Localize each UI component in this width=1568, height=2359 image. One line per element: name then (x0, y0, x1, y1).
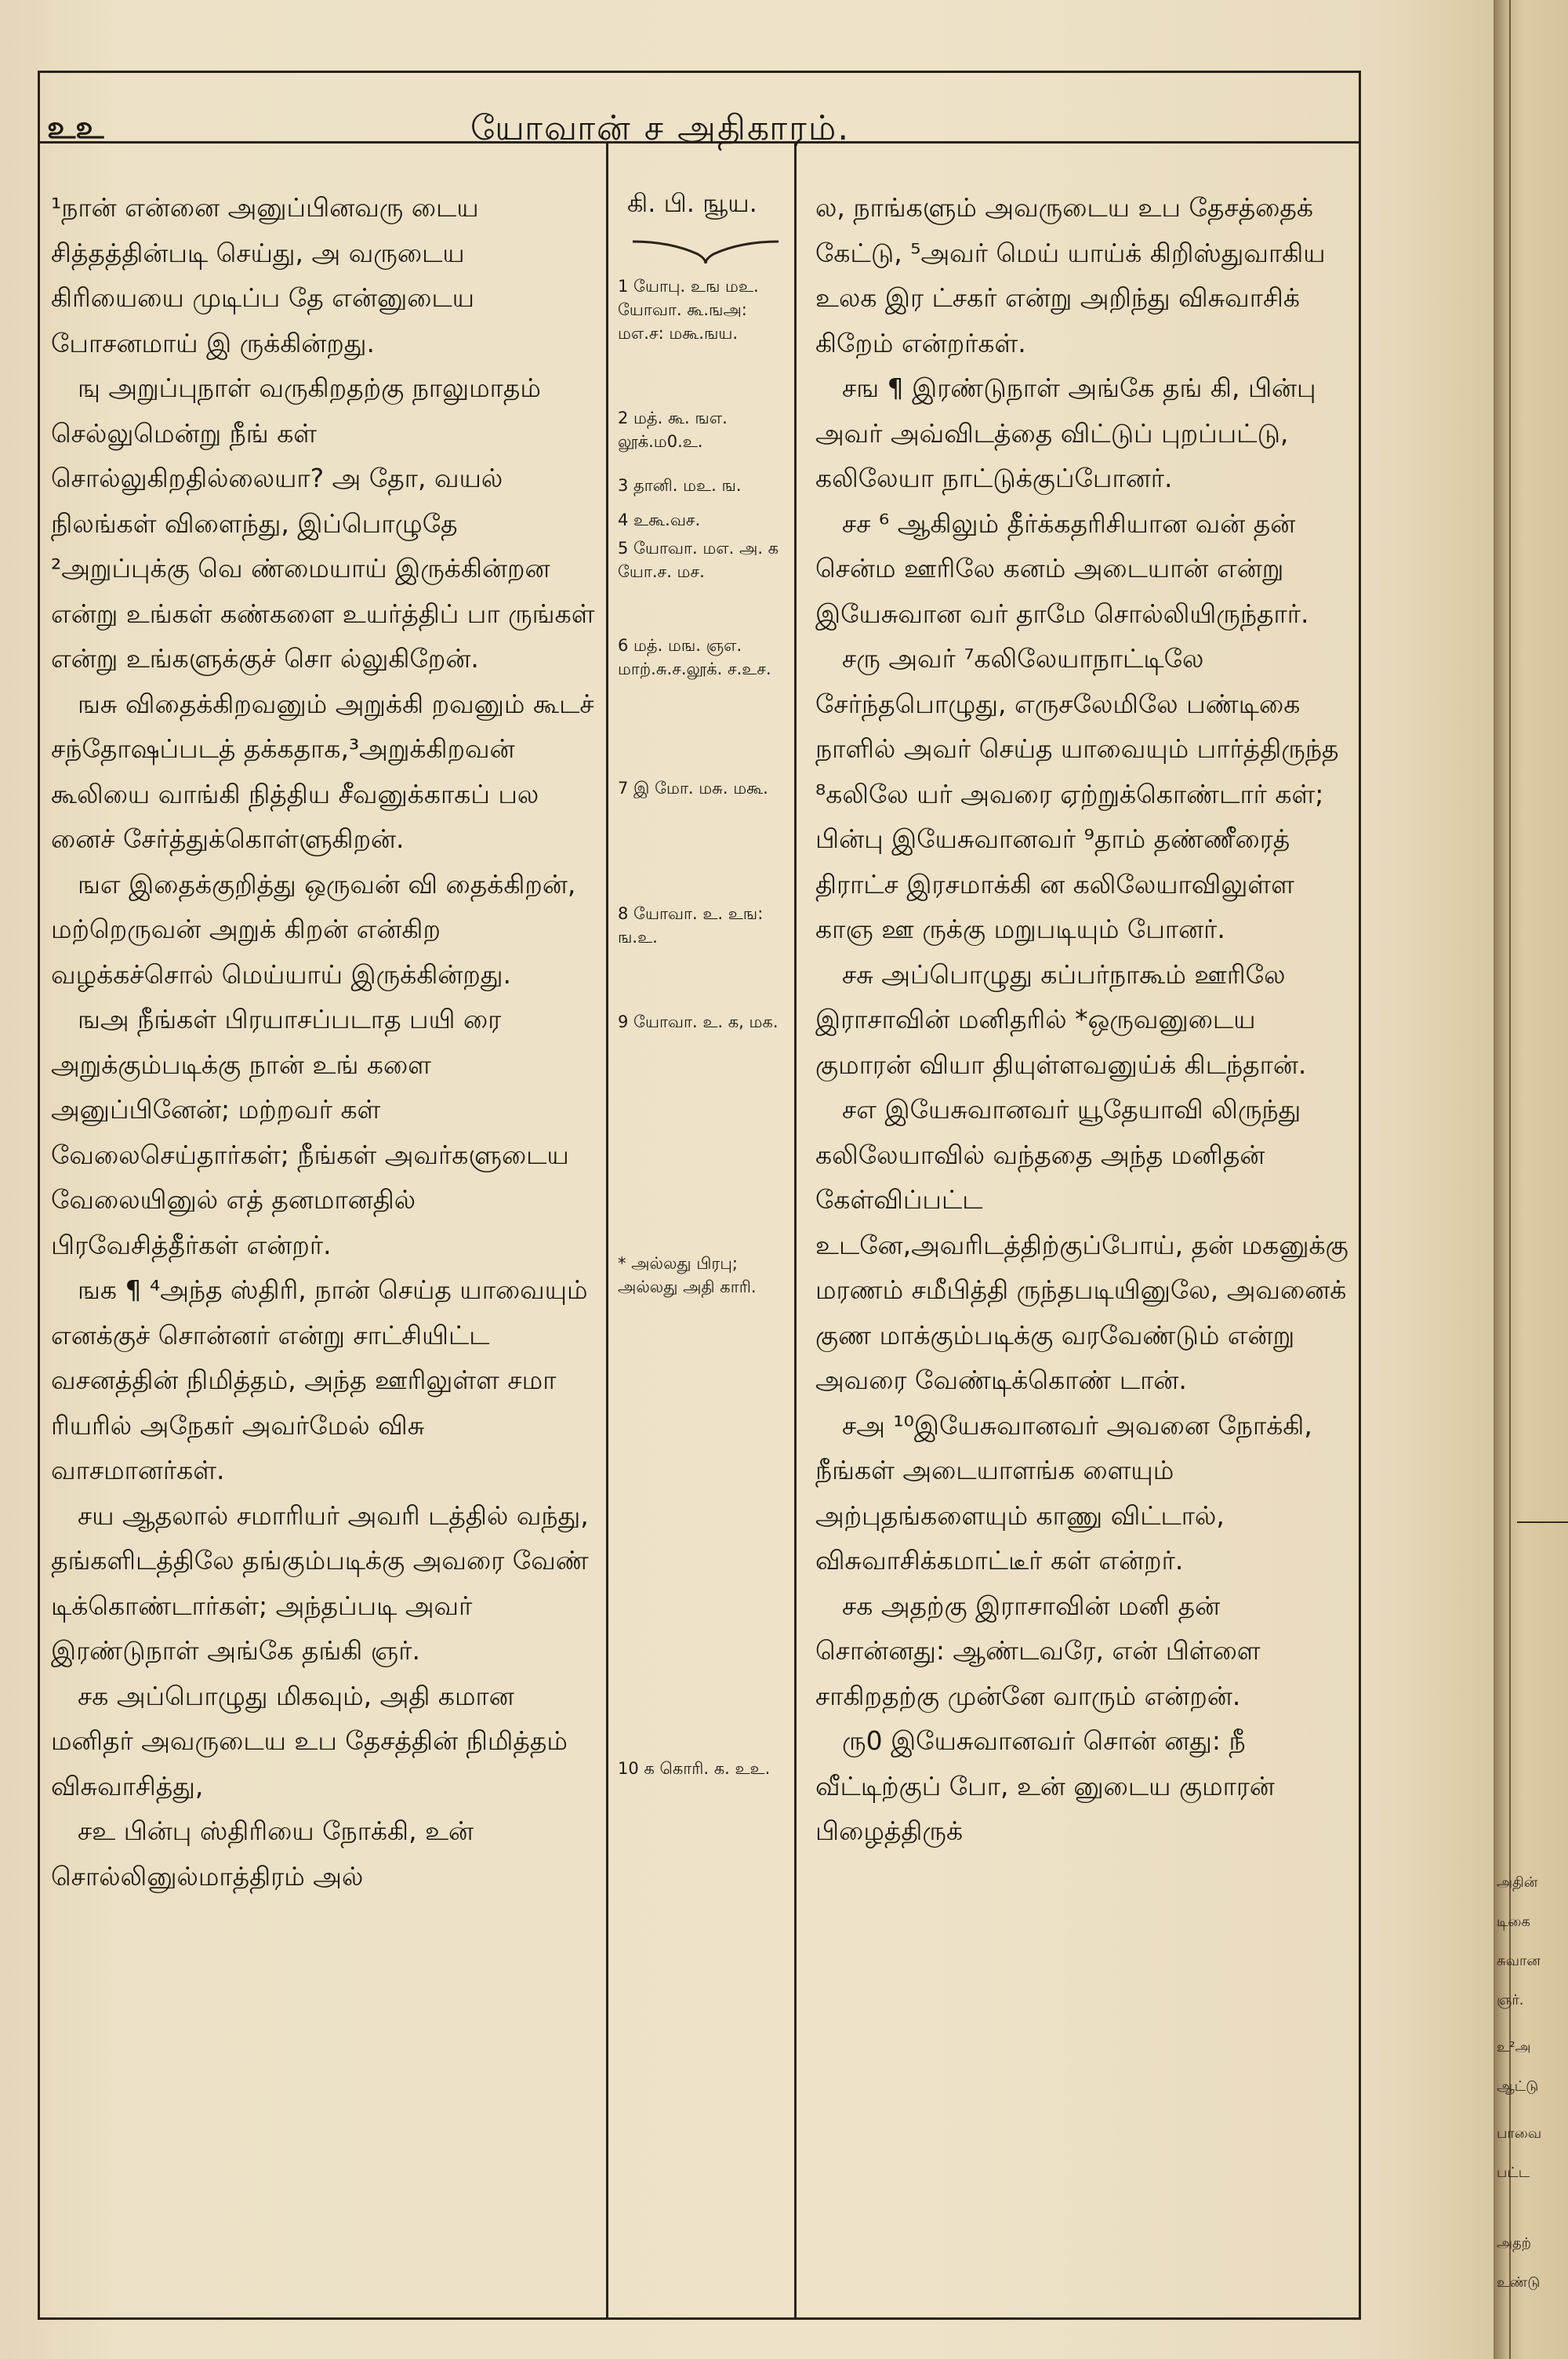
adjacent-page-text: அதின் (1497, 1874, 1538, 1891)
verse-paragraph: சக அப்பொழுது மிகவும், அதி கமான மனிதர் அவருடைய உப தேசத்தின் நிமித்தம் விசுவாசித்து, (51, 1680, 568, 1801)
verse-paragraph: சஅ ¹⁰இயேசுவானவர் அவனை நோக்கி, நீங்கள் அடையாளங்க ளையும் அற்புதங்களையும் காணு விட்டால், விசுவாசிக்கமாட்டீர் கள் என்றர். (815, 1409, 1312, 1576)
left-text-column (51, 185, 596, 1899)
adjacent-page-text: சுவான (1497, 1953, 1541, 1969)
adjacent-page-text: உ²அ (1497, 2039, 1531, 2055)
verse-paragraph: சஎ இயேசுவானவர் யூதேயாவி லிருந்து கலிலேயாவில் வந்ததை அந்த மனிதன் கேள்விப்பட்ட உடனே,அவரிடத்திற்குப்போய், தன் மகனுக்கு மரணம் சமீபித்தி ருந்தபடியினுலே, அவனைக் குண மாக்கும்படிக்கு வரவேண்டும் என்று அவரை வேண்டிக்கொண் டான். (815, 1094, 1348, 1395)
verse-paragraph: ஙக ¶ ⁴அந்த ஸ்திரி, நான் செய்த யாவையும் எனக்குச் சொன்னர் என்று சாட்சியிட்ட வசனத்தின் நிமித்தம், அந்த ஊரிலுள்ள சமா ரியரில் அநேகர் அவர்மேல் விசு வாசமானர்கள். (51, 1274, 588, 1485)
cross-reference: 2 மத். கூ. ஙஎ. லூக்.ம0.உ. (618, 409, 728, 451)
brace-ornament (631, 235, 780, 267)
adjacent-page-text: பட்ட (1497, 2165, 1530, 2181)
verse-paragraph: சக அதற்கு இராசாவின் மனி தன் சொன்னது: ஆண்டவரே, என் பிள்ளை சாகிறதற்கு முன்னே வாரும் என்றன். (815, 1590, 1261, 1711)
adjacent-page-text: ஞர். (1497, 1992, 1524, 2008)
cross-reference: 9 யோவா. உ. க, மக. (618, 1012, 779, 1031)
cross-reference: 4 உகூ.வச. (618, 511, 701, 529)
verse-paragraph: சஉ பின்பு ஸ்திரியை நோக்கி, உன் சொல்லினுல்மாத்திரம் அல் (51, 1816, 474, 1892)
adjacent-page-text: உண்டு (1497, 2274, 1541, 2291)
chapter-title: யோவான் ச அதிகாரம். (470, 108, 851, 148)
verse-paragraph: ஙசு விதைக்கிறவனும் அறுக்கி றவனும் கூடச் சந்தோஷப்படத் தக்கதாக,³அறுக்கிறவன் கூலியை வாங்கி நித்திய சீவனுக்காகப் பல னைச் சேர்த்துக்கொள்ளுகிறன். (51, 688, 594, 854)
verse-paragraph: சரு அவர் ⁷கலிலேயாநாட்டிலே சேர்ந்தபொழுது, எருசலேமிலே பண்டிகை நாளில் அவர் செய்த யாவையும் பார்த்திருந்த ⁸கலிலே யர் அவரை ஏற்றுக்கொண்டார் கள்; பின்பு இயேசுவானவர் ⁹தாம் தண்ணீரைத் திராட்ச இரசமாக்கி ன கலிலேயாவிலுள்ள காஞ ஊ ருக்கு மறுபடியும் போனர். (815, 643, 1339, 944)
cross-reference: 3 தானி. மஉ. ங. (618, 476, 742, 495)
cross-reference: 1 யோபு. உங மஉ. யோவா. கூ.ஙஅ: மஎ.ச: மகூ.ஙய. (618, 277, 759, 343)
cross-reference: 6 மத். மங. ஞஎ. மாற்.சு.ச.லூக். ச.உச. (618, 636, 771, 678)
right-text-column (815, 185, 1352, 1854)
verse-paragraph: ¹நான் என்னை அனுப்பினவரு டைய சித்தத்தின்படி செய்து, அ வருடைய கிரியையை முடிப்ப தே என்னுடைய போசனமாய் இ ருக்கின்றது. (51, 192, 479, 358)
cross-reference: 7 இ மோ. மசு. மகூ. (618, 779, 768, 798)
reference-column-heading: கி. பி. ஙூய. (627, 188, 757, 218)
cross-reference: 10 க கொரி. க. உஉ. (618, 1759, 771, 1778)
verse-paragraph: சங ¶ இரண்டுநாள் அங்கே தங் கி, பின்பு அவர் அவ்விடத்தை விட்டுப் புறப்பட்டு, கலிலேயா நாட்டுக்குப்போனர். (815, 373, 1316, 493)
adjacent-page-edge (1494, 0, 1568, 2359)
verse-paragraph: ல, நாங்களும் அவருடைய உப தேசத்தைக் கேட்டு, ⁵அவர் மெய் யாய்க் கிறிஸ்துவாகிய உலக இர ட்சகர் என்று அறிந்து விசுவாசிக் கிறேம் என்றர்கள். (815, 192, 1326, 358)
verse-paragraph: ஙஎ இதைக்குறித்து ஒருவன் வி தைக்கிறன், மற்றெருவன் அறுக் கிறன் என்கிற வழக்கச்சொல் மெய்யாய் இருக்கின்றது. (51, 868, 576, 990)
adjacent-page-text: ஆட்டு (1497, 2078, 1539, 2095)
page-number: உஉ (47, 110, 104, 146)
adjacent-page-text: டிகை (1497, 1914, 1530, 1930)
verse-paragraph: ஙு அறுப்புநாள் வருகிறதற்கு நாலுமாதம் செல்லுமென்று நீங் கள் சொல்லுகிறதில்லையா? அ தோ, வயல் நிலங்கள் விளைந்து, இப்பொழுதே ²அறுப்புக்கு வெ ண்மையாய் இருக்கின்றன என்று உங்கள் கண்களை உயர்த்திப் பா ருங்கள் என்று உங்களுக்குச் சொ ல்லுகிறேன். (51, 373, 595, 674)
adjacent-page-text: அதற் (1497, 2235, 1531, 2252)
cross-reference: 8 யோவா. உ. உங: ங.உ. (618, 904, 764, 947)
adjacent-page-text: பாவை (1497, 2125, 1542, 2142)
verse-paragraph: ரு0 இயேசுவானவர் சொன் னது: நீ வீட்டிற்குப் போ, உன் னுடைய குமாரன் பிழைத்திருக் (815, 1725, 1275, 1846)
verse-paragraph: ஙஅ நீங்கள் பிரயாசப்படாத பயி ரை அறுக்கும்படிக்கு நான் உங் களை அனுப்பினேன்; மற்றவர் கள் வேலைசெய்தார்கள்; நீங்கள் அவர்களுடைய வேலையினுல் எத் தனமானதில் பிரவேசித்தீர்கள் என்றர். (51, 1004, 569, 1260)
cross-reference: 5 யோவா. மஎ. அ. க யோ.ச. மச. (618, 539, 779, 581)
verse-paragraph: சய ஆதலால் சமாரியர் அவரி டத்தில் வந்து, தங்களிடத்திலே தங்கும்படிக்கு அவரை வேண் டிக்கொண்டார்கள்; அந்தப்படி அவர் இரண்டுநாள் அங்கே தங்கி ஞர். (51, 1499, 589, 1666)
verse-paragraph: சசு அப்பொழுது கப்பர்நாகூம் ஊரிலே இராசாவின் மனிதரில் *ஒருவனுடைய குமாரன் வியா தியுள்ளவனுய்க் கிடந்தான். (815, 958, 1307, 1080)
footnote-reference: * அல்லது பிரபு; அல்லது அதி காரி. (618, 1254, 757, 1296)
verse-paragraph: சச ⁶ ஆகிலும் தீர்க்கதரிசியான வன் தன் சென்ம ஊரிலே கனம் அடையான் என்று இயேசுவான வர் தாமே சொல்லியிருந்தார். (815, 507, 1309, 629)
